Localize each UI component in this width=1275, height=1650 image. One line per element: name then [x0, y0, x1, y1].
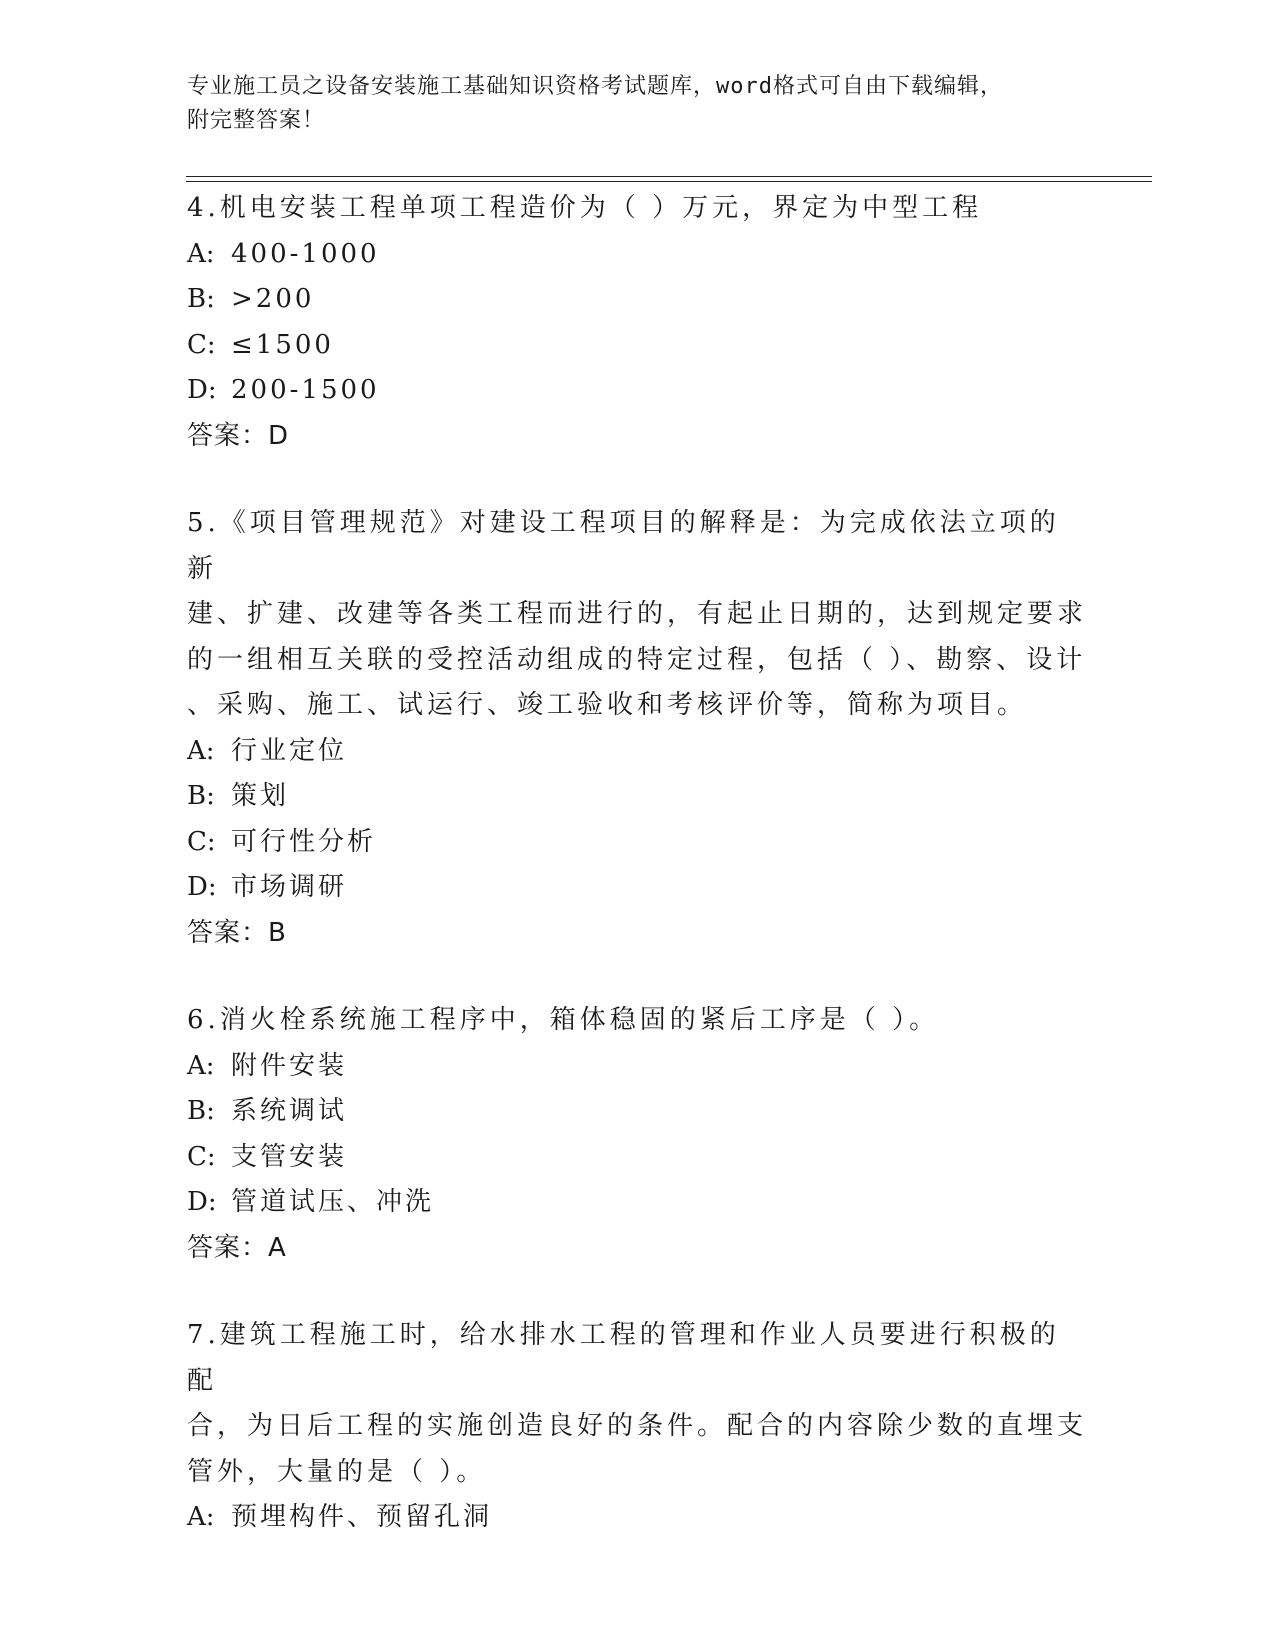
- spacer: [187, 459, 1087, 501]
- option-key: B:: [187, 1096, 215, 1126]
- option-text: 附件安装: [231, 1050, 348, 1081]
- question-7: [187, 1313, 1087, 1541]
- question-stem-line-2: 建、扩建、改建等各类工程而进行的，有起止日期的，达到规定要求: [187, 599, 1088, 629]
- option-text: 市场调研: [231, 872, 348, 902]
- question-stem-line-2: 合，为日后工程的实施创造良好的条件。配合的内容除少数的直埋支: [187, 1411, 1088, 1441]
- question-6: [187, 998, 1087, 1271]
- option-text: 400-1000: [231, 238, 380, 269]
- option-c: [187, 820, 1087, 866]
- option-key: D:: [187, 375, 217, 405]
- option-key: B:: [187, 284, 215, 314]
- option-text: 系统调试: [231, 1096, 348, 1126]
- option-key: A:: [187, 1050, 215, 1081]
- option-text: 支管安装: [231, 1141, 348, 1172]
- option-a: [187, 729, 1087, 775]
- question-stem-line-4: 、采购、施工、试运行、竣工验收和考核评价等，简称为项目。: [187, 690, 1028, 720]
- header-divider-top: [186, 176, 1152, 177]
- option-b: [187, 1089, 1087, 1135]
- answer-label: 答案：B: [187, 917, 287, 948]
- option-key: A:: [187, 735, 215, 766]
- option-d: [187, 865, 1087, 911]
- option-d: [187, 1180, 1087, 1226]
- option-key: D:: [187, 872, 217, 902]
- question-stem-line-3: 管外，大量的是（ ）。: [187, 1456, 487, 1487]
- option-text: 200-1500: [231, 375, 380, 405]
- option-key: C:: [187, 329, 216, 360]
- option-text: 策划: [231, 781, 290, 811]
- spacer: [187, 956, 1087, 998]
- question-list: [187, 186, 1087, 1541]
- option-key: C:: [187, 826, 216, 857]
- option-key: B:: [187, 781, 215, 811]
- option-text: 管道试压、冲洗: [231, 1187, 435, 1217]
- question-4: [187, 186, 1087, 459]
- document-header: [187, 70, 1087, 138]
- option-key: D:: [187, 1187, 217, 1217]
- spacer: [187, 1271, 1087, 1313]
- question-stem-line-1: 7.建筑工程施工时，给水排水工程的管理和作业人员要进行积极的配: [187, 1320, 1060, 1396]
- header-line-1: 专业施工员之设备安装施工基础知识资格考试题库，word格式可自由下载编辑，: [187, 74, 1003, 99]
- option-key: A:: [187, 238, 215, 269]
- option-b: [187, 774, 1087, 820]
- option-b: [187, 277, 1087, 323]
- option-text: 可行性分析: [231, 826, 377, 857]
- question-stem-line-1: 5.《项目管理规范》对建设工程项目的解释是：为完成依法立项的新: [187, 508, 1060, 584]
- option-key: C:: [187, 1141, 216, 1172]
- answer-label: 答案：A: [187, 1232, 287, 1263]
- option-text: ≤1500: [231, 329, 334, 360]
- question-stem: 4.机电安装工程单项工程造价为（ ）万元，界定为中型工程: [187, 193, 983, 223]
- header-divider-bottom: [186, 181, 1152, 182]
- option-c: [187, 323, 1087, 369]
- option-text: 行业定位: [231, 735, 348, 766]
- option-a: [187, 1495, 1087, 1541]
- question-stem: 6.消火栓系统施工程序中，箱体稳固的紧后工序是（ ）。: [187, 1005, 940, 1035]
- option-d: [187, 368, 1087, 414]
- option-c: [187, 1135, 1087, 1181]
- answer-label: 答案：D: [187, 420, 290, 451]
- option-a: [187, 1044, 1087, 1090]
- option-text: >200: [231, 284, 315, 314]
- option-key: A:: [187, 1502, 215, 1532]
- header-line-2: 附完整答案！: [187, 108, 326, 133]
- question-5: [187, 501, 1087, 956]
- option-a: [187, 232, 1087, 278]
- option-text: 预埋构件、预留孔洞: [231, 1502, 493, 1532]
- question-stem-line-3: 的一组相互关联的受控活动组成的特定过程，包括（ ）、勘察、设计: [187, 644, 1087, 675]
